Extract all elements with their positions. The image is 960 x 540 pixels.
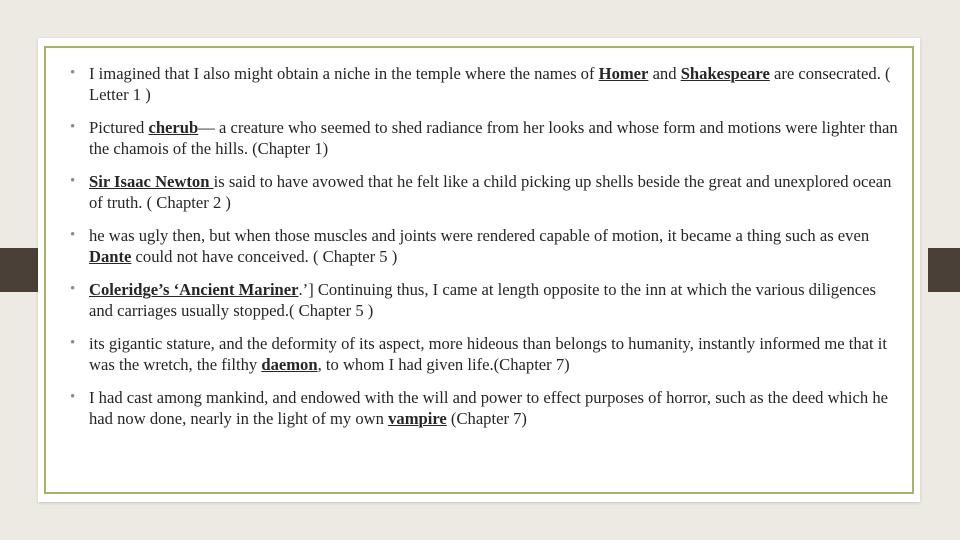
right-accent-band bbox=[928, 248, 960, 292]
emphasized-term: Sir Isaac Newton bbox=[89, 172, 214, 191]
bullet-dot-icon: • bbox=[70, 389, 76, 405]
emphasized-term: Shakespeare bbox=[680, 64, 770, 83]
left-accent-band bbox=[0, 248, 40, 292]
bullet-text: its gigantic stature, and the deformity of its aspect, more hideous than belongs to humanity, instantly informed me that it was the wretch, the filthy bbox=[89, 334, 888, 374]
bullet-text: .’] Continuing thus, I came at length opposite to the inn at which the various diligences and carriages usually stopped.( Chapter 5 ) bbox=[89, 280, 876, 320]
bullet-dot-icon: • bbox=[70, 65, 76, 81]
bullet-text: , to whom I had given life.(Chapter 7) bbox=[317, 355, 570, 374]
bullet-dot-icon: • bbox=[70, 173, 76, 189]
bullet-text: he was ugly then, but when those muscles and joints were rendered capable of motion, it became a thing such as even bbox=[89, 226, 870, 245]
bullet-item bbox=[70, 279, 900, 321]
bullet-dot-icon: • bbox=[70, 119, 76, 135]
bullet-item bbox=[70, 333, 900, 375]
bullet-list bbox=[70, 63, 900, 441]
bullet-text: and bbox=[648, 64, 681, 83]
bullet-item bbox=[70, 225, 900, 267]
bullet-text: I imagined that I also might obtain a niche in the temple where the names of bbox=[89, 64, 599, 83]
bullet-text: (Chapter 7) bbox=[446, 409, 527, 428]
bullet-dot-icon: • bbox=[70, 335, 76, 351]
bullet-text: — a creature who seemed to shed radiance from her looks and whose form and motions were lighter than the chamois of the hills. (Chapter 1) bbox=[89, 118, 898, 158]
emphasized-term: Coleridge’s ‘Ancient Mariner bbox=[89, 280, 299, 299]
emphasized-term: daemon bbox=[261, 355, 318, 374]
bullet-dot-icon: • bbox=[70, 281, 76, 297]
emphasized-term: Dante bbox=[89, 247, 132, 266]
bullet-text: is said to have avowed that he felt like a child picking up shells beside the great and unexplored ocean of truth. ( Chapter 2 ) bbox=[89, 172, 892, 212]
emphasized-term: cherub bbox=[148, 118, 199, 137]
bullet-text: Pictured bbox=[89, 118, 149, 137]
bullet-dot-icon: • bbox=[70, 227, 76, 243]
bullet-item bbox=[70, 171, 900, 213]
bullet-text: I had cast among mankind, and endowed with the will and power to effect purposes of horror, such as the deed which he had now done, nearly in the light of my own bbox=[89, 388, 888, 428]
bullet-item bbox=[70, 387, 900, 429]
bullet-text: are consecrated. ( Letter 1 ) bbox=[89, 64, 891, 104]
emphasized-term: vampire bbox=[388, 409, 447, 428]
bullet-item bbox=[70, 63, 900, 105]
bullet-item bbox=[70, 117, 900, 159]
emphasized-term: Homer bbox=[598, 64, 649, 83]
bullet-text: could not have conceived. ( Chapter 5 ) bbox=[131, 247, 398, 266]
